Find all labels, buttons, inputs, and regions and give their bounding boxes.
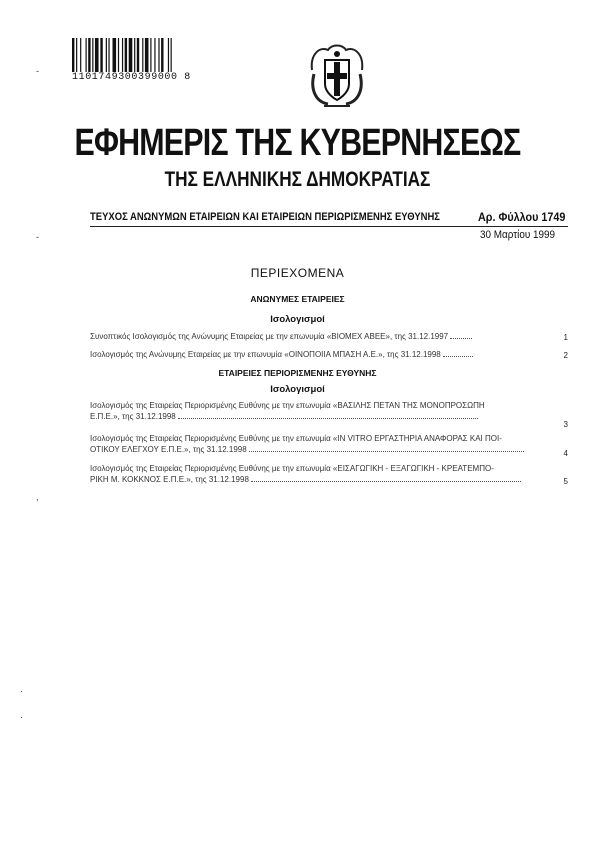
national-emblem-icon: [306, 40, 368, 110]
section-title: ΑΝΩΝΥΜΕΣ ΕΤΑΙΡΕΙΕΣ: [250, 294, 345, 304]
toc-page-number: 5: [563, 477, 568, 486]
section-subtitle: Ισολογισμοί: [270, 314, 325, 325]
toc-entry-text: Συνοπτικός Ισολογισμός της Ανώνυμης Εταιρείας με την επωνυμία «ΒΙΟΜΕΧ ΑΒΕΕ», της 31.12.1997: [90, 332, 449, 341]
dot-leader: [249, 451, 524, 452]
dot-leader: [251, 481, 521, 482]
toc-page-number: 4: [563, 449, 568, 458]
scan-mark: ·: [20, 712, 23, 722]
section-title: ΕΤΑΙΡΕΙΕΣ ΠΕΡΙΟΡΙΣΜΕΝΗΣ ΕΥΘΥΝΗΣ: [218, 368, 377, 378]
toc-entry: [90, 400, 540, 422]
toc-entry-line: Ισολογισμός της Εταιρείας Περιορισμένης Ευθύνης με την επωνυμία «ΕΙΣΑΓΩΓΙΚΗ - ΕΞΑΓΩΓΙΚΗ - ΚΡΕΑΤΕΜΠΟ-: [90, 464, 494, 473]
scan-mark: -: [36, 232, 39, 242]
barcode: [72, 38, 212, 72]
toc-page-number: 1: [563, 333, 568, 342]
contents-heading: ΠΕΡΙΕΧΟΜΕΝΑ: [250, 266, 345, 280]
gazette-title: ΕΦΗΜΕΡΙΣ ΤΗΣ ΚΥΒΕΡΝΗΣΕΩΣ: [74, 122, 521, 164]
toc-page-number: 3: [563, 420, 568, 429]
issue-series: ΤΕΥΧΟΣ ΑΝΩΝΥΜΩΝ ΕΤΑΙΡΕΙΩΝ ΚΑΙ ΕΤΑΙΡΕΙΩΝ ΠΕΡΙΩΡΙΣΜΕΝΗΣ ΕΥΘΥΝΗΣ: [90, 211, 440, 223]
toc-entry: [90, 463, 540, 485]
toc-entry: [90, 349, 540, 360]
scan-mark: ,: [36, 492, 39, 502]
section-subtitle: Ισολογισμοί: [270, 384, 325, 395]
issue-date: 30 Μαρτίου 1999: [480, 229, 556, 241]
toc-entry-line: ΟΤΙΚΟΥ ΕΛΕΓΧΟΥ Ε.Π.Ε.», της 31.12.1998: [90, 445, 247, 454]
dot-leader: [450, 338, 472, 339]
dot-leader: [443, 356, 473, 357]
toc-entry-line: Ε.Π.Ε.», της 31.12.1998: [90, 412, 176, 421]
toc-entry-line: Ισολογισμός της Εταιρείας Περιορισμένης Ευθύνης με την επωνυμία «ΒΑΣΙΛΗΣ ΠΕΤΑΝ ΤΗΣ ΜΟΝΟΠΡΟΣΩΠΗ: [90, 401, 485, 410]
scan-mark: -: [36, 66, 39, 76]
toc-entry-line: ΡΙΚΗ Μ. ΚΟΚΚΝΟΣ Ε.Π.Ε.», της 31.12.1998: [90, 475, 249, 484]
toc-page-number: 2: [563, 351, 568, 360]
barcode-number: 1101749300399000 8: [72, 72, 191, 83]
toc-entry-line: Ισολογισμός της Εταιρείας Περιορισμένης Ευθύνης με την επωνυμία «IN VITRO ΕΡΓΑΣΤΗΡΙΑ ΑΝΑΦΟΡΑΣ ΚΑΙ ΠΟΙ-: [90, 434, 502, 443]
toc-entry-text: Ισολογισμός της Ανώνυμης Εταιρείας με την επωνυμία «ΟΙΝΟΠΟΙΙΑ ΜΠΑΣΗ Α.Ε.», της 31.12.1998: [90, 350, 441, 359]
dot-leader: [178, 418, 478, 419]
toc-entry: [90, 433, 540, 455]
toc-entry: [90, 331, 540, 342]
issue-number: Αρ. Φύλλου 1749: [478, 210, 566, 224]
gazette-subtitle: ΤΗΣ ΕΛΛΗΝΙΚΗΣ ΔΗΜΟΚΡΑΤΙΑΣ: [164, 168, 431, 191]
header-rule: [90, 226, 568, 227]
scan-mark: ·: [20, 686, 23, 696]
